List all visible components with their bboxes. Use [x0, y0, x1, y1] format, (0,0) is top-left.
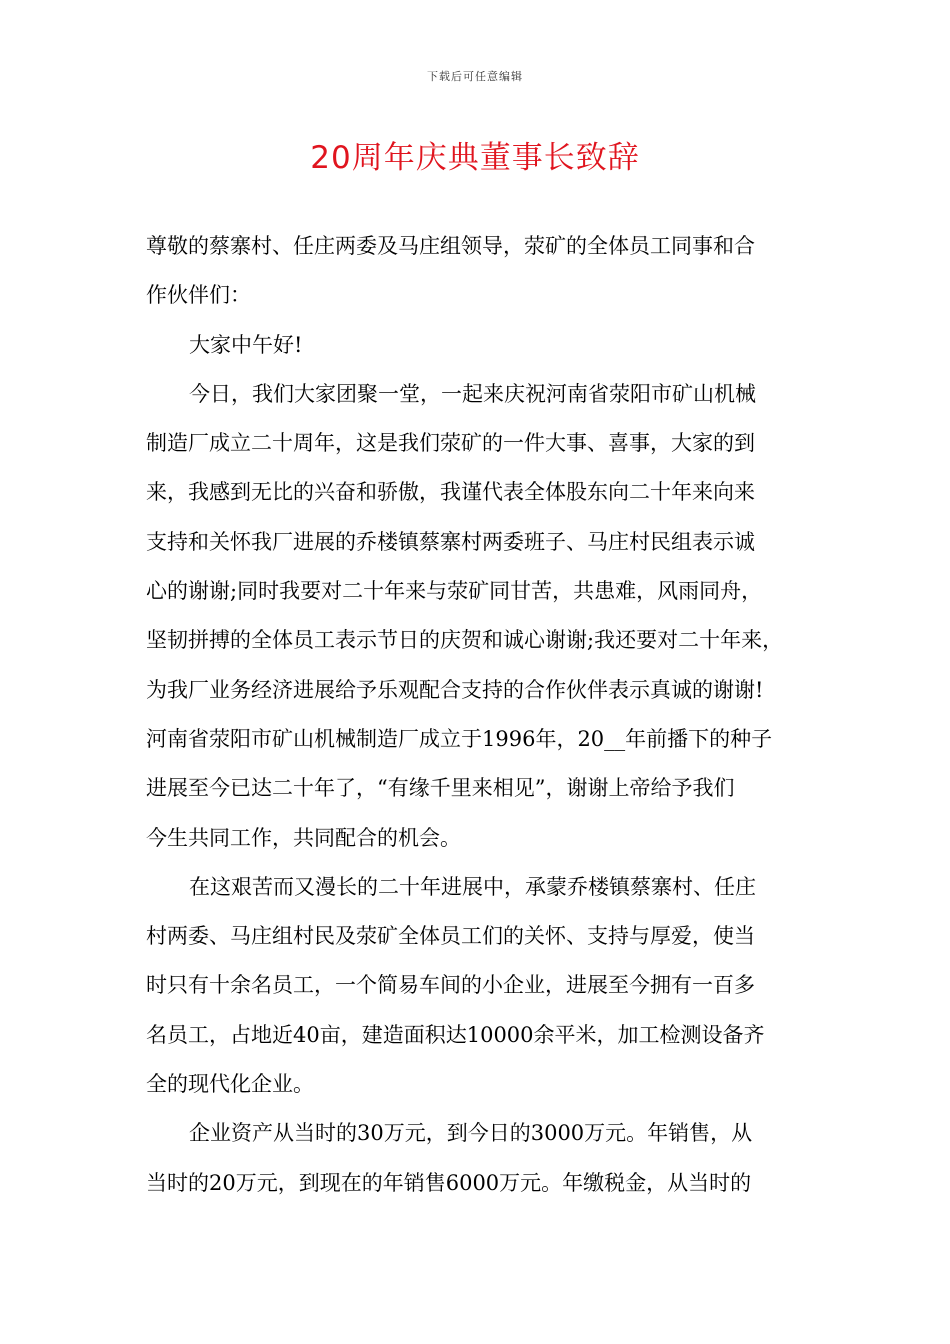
body-line: 河南省荥阳市矿山机械制造厂成立于1996年，20__年前播下的种子: [146, 726, 773, 751]
body-line: 今日，我们大家团聚一堂，一起来庆祝河南省荥阳市矿山机械: [189, 381, 756, 406]
document-body: [146, 222, 816, 1208]
body-line: 坚韧拼搏的全体员工表示节日的庆贺和诚心谢谢;我还要对二十年来，: [146, 628, 784, 653]
body-line: 在这艰苦而又漫长的二十年进展中，承蒙乔楼镇蔡寨村、任庄: [189, 874, 756, 899]
body-line: 进展至今已达二十年了，“有缘千里来相见”，谢谢上帝给予我们: [146, 776, 735, 801]
body-line: 今生共同工作，共同配合的机会。: [146, 825, 461, 850]
body-line: 制造厂成立二十周年，这是我们荥矿的一件大事、喜事，大家的到: [146, 431, 755, 456]
body-line: 企业资产从当时的30万元，到今日的3000万元。年销售，从: [189, 1121, 753, 1146]
document-title: 20周年庆典董事长致辞: [310, 140, 640, 176]
body-line: 作伙伴们：: [146, 283, 251, 308]
body-line: 支持和关怀我厂进展的乔楼镇蔡寨村两委班子、马庄村民组表示诚: [146, 529, 755, 554]
body-line: 全的现代化企业。: [146, 1072, 314, 1097]
header-note: 下载后可任意编辑: [427, 70, 523, 83]
body-line: 时只有十余名员工，一个简易车间的小企业，进展至今拥有一百多: [146, 973, 755, 998]
body-line: 心的谢谢;同时我要对二十年来与荥矿同甘苦，共患难，风雨同舟，: [146, 579, 763, 604]
body-line: 村两委、马庄组村民及荥矿全体员工们的关怀、支持与厚爱，使当: [146, 924, 755, 949]
body-line: 来，我感到无比的兴奋和骄傲，我谨代表全体股东向二十年来向来: [146, 480, 755, 505]
body-line: 为我厂业务经济进展给予乐观配合支持的合作伙伴表示真诚的谢谢!: [146, 677, 764, 702]
body-line: 尊敬的蔡寨村、任庄两委及马庄组领导，荥矿的全体员工同事和合: [146, 234, 755, 258]
body-line: 当时的20万元，到现在的年销售6000万元。年缴税金，从当时的: [146, 1170, 752, 1195]
body-line: 大家中午好!: [189, 332, 303, 357]
body-line: 名员工，占地近40亩，建造面积达10000余平米，加工检测设备齐: [146, 1022, 765, 1047]
